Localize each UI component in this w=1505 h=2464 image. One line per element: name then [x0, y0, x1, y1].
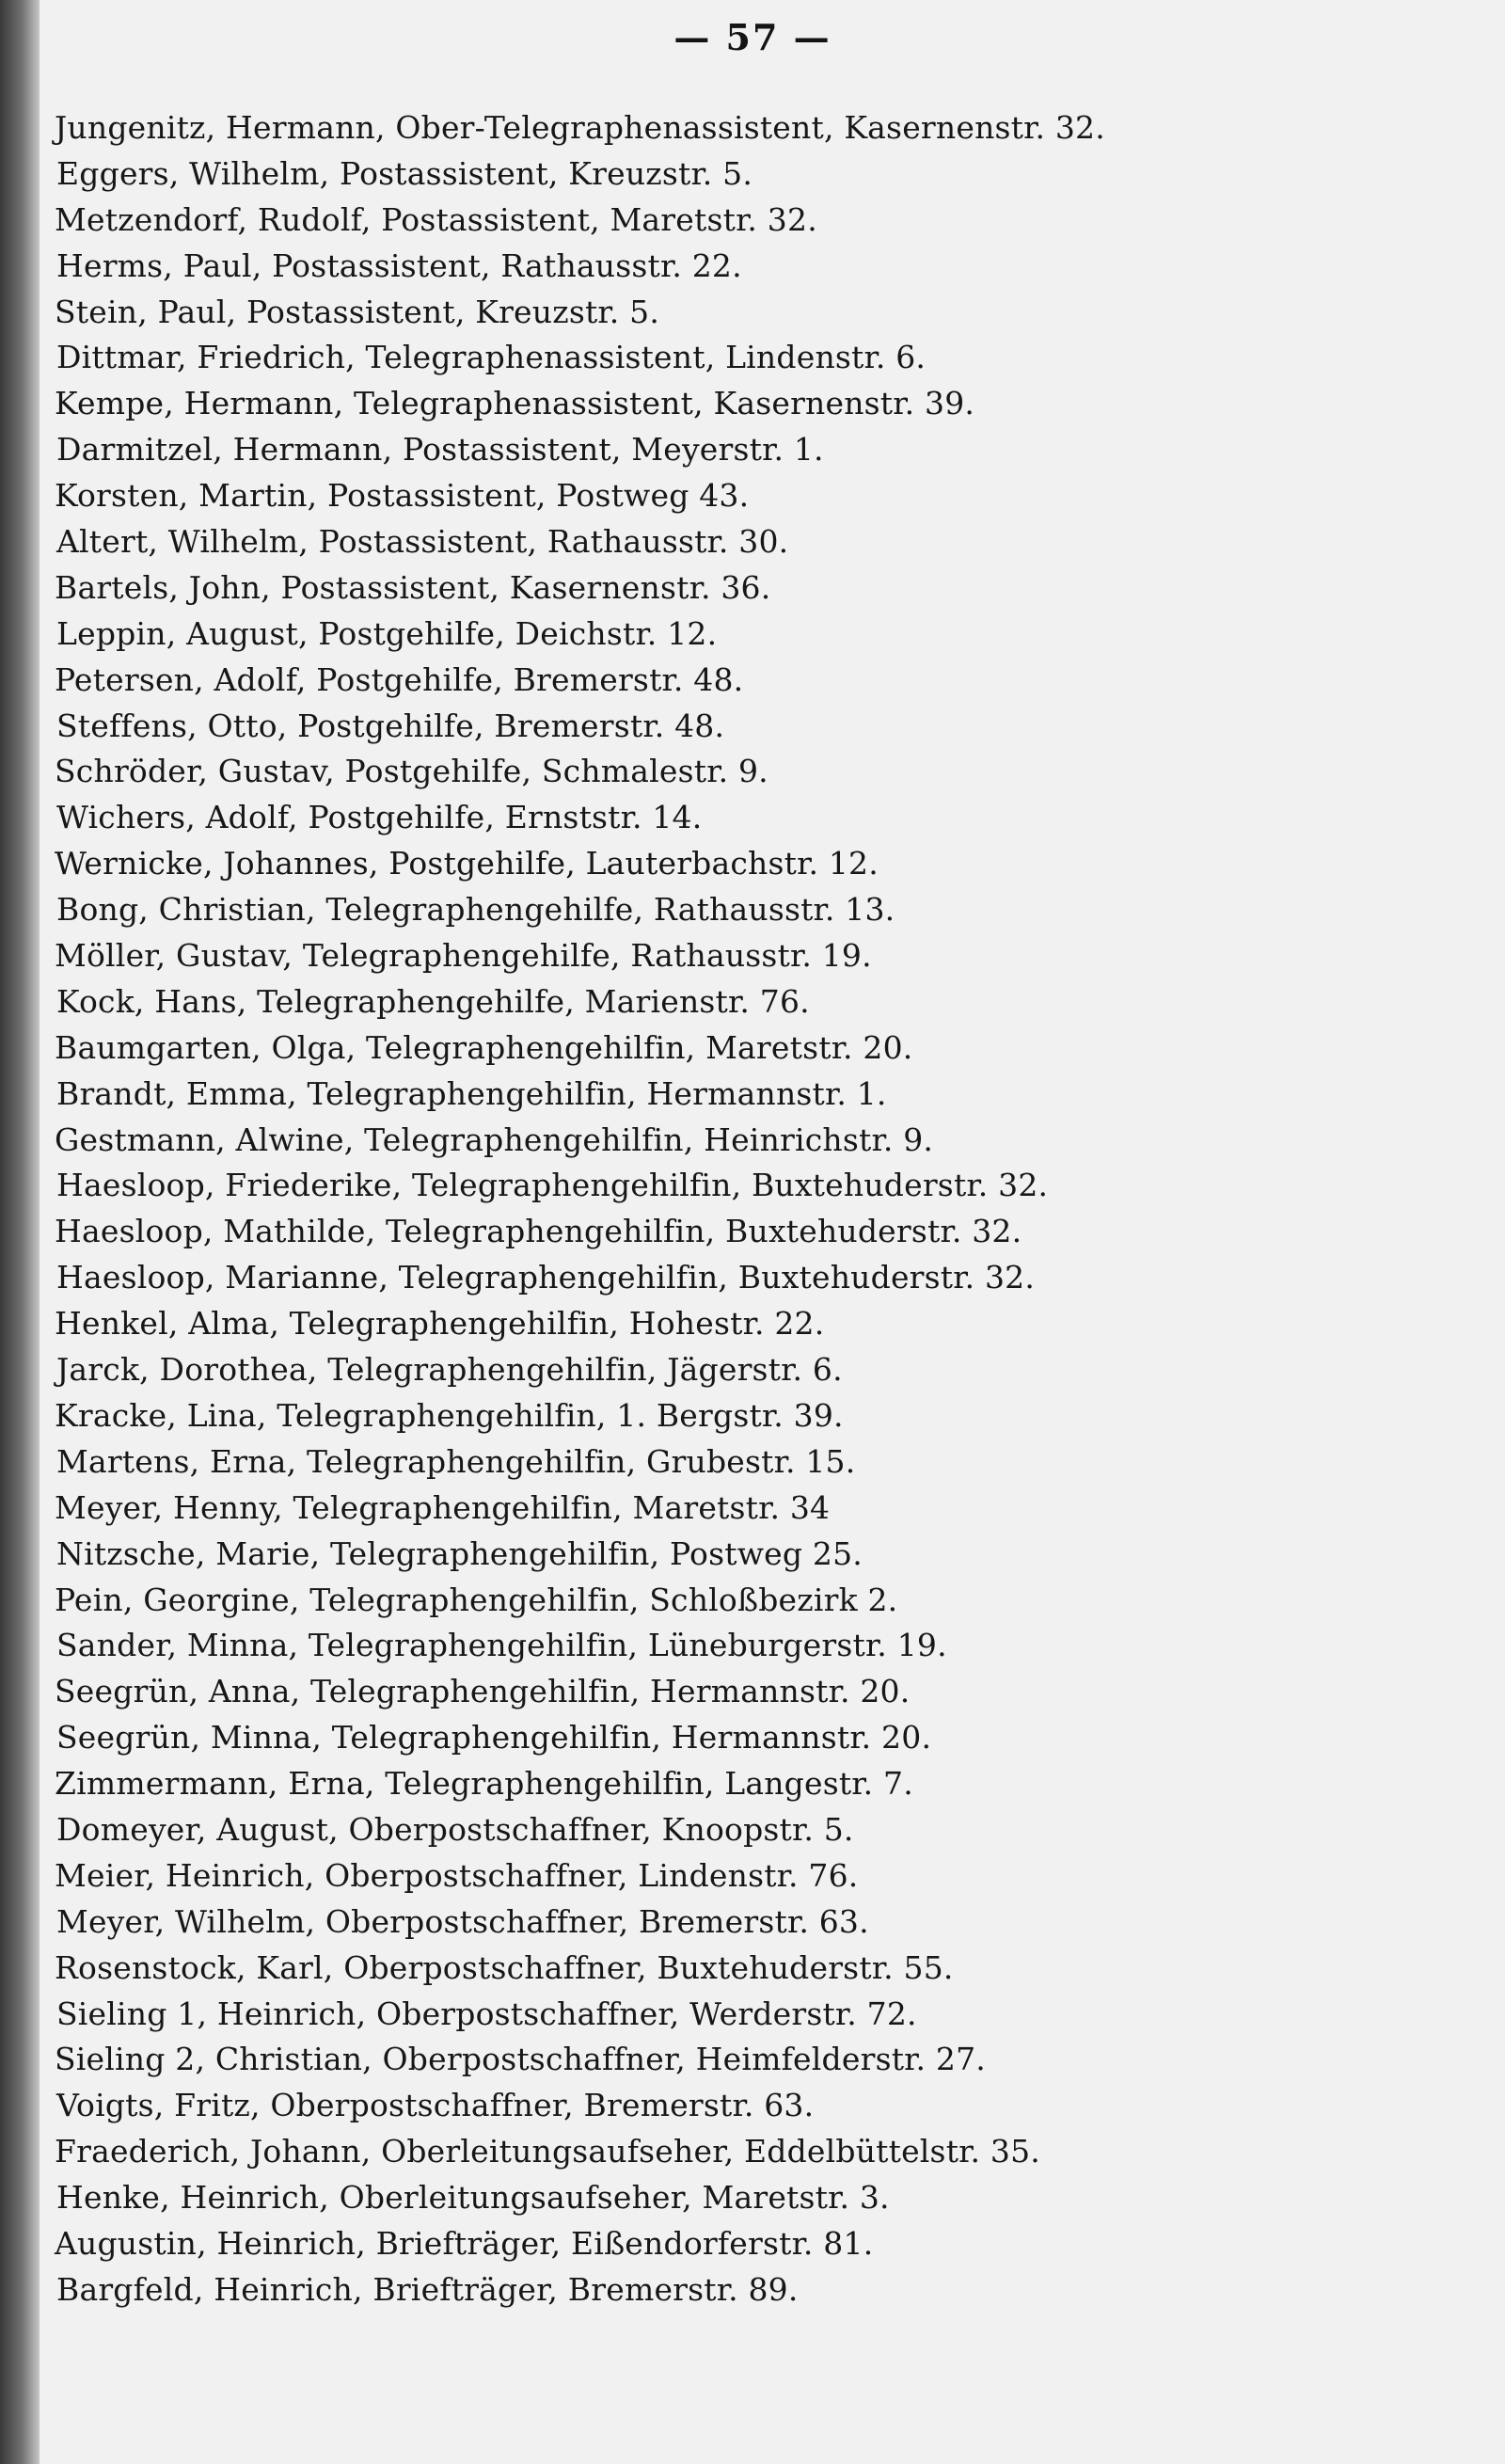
- directory-entry-16: Wichers, Adolf, Postgehilfe, Ernststr. 14.: [56, 799, 703, 836]
- directory-entry-10: Altert, Wilhelm, Postassistent, Rathausstr. 30.: [56, 523, 789, 561]
- directory-entry-28: Jarck, Dorothea, Telegraphengehilfin, Jägerstr. 6.: [56, 1351, 843, 1389]
- directory-entry-23: Gestmann, Alwine, Telegraphengehilfin, Heinrichstr. 9.: [55, 1121, 934, 1158]
- directory-entry-8: Darmitzel, Hermann, Postassistent, Meyerstr. 1.: [56, 431, 824, 469]
- directory-entry-4: Herms, Paul, Postassistent, Rathausstr. 22.: [56, 246, 742, 284]
- directory-entry-32: Nitzsche, Marie, Telegraphengehilfin, Postweg 25.: [56, 1534, 863, 1572]
- directory-entry-9: Korsten, Martin, Postassistent, Postweg 43.: [55, 477, 750, 515]
- directory-entry-43: Sieling 2, Christian, Oberpostschaffner, Heimfelderstr. 27.: [55, 2041, 986, 2078]
- directory-entry-18: Bong, Christian, Telegraphengehilfe, Rathausstr. 13.: [56, 891, 895, 929]
- directory-entry-15: Schröder, Gustav, Postgehilfe, Schmalestr. 9.: [55, 753, 768, 790]
- directory-entry-34: Sander, Minna, Telegraphengehilfin, Lüneburgerstr. 19.: [56, 1627, 947, 1664]
- directory-entry-20: Kock, Hans, Telegraphengehilfe, Marienstr. 76.: [56, 982, 810, 1020]
- directory-entry-24: Haesloop, Friederike, Telegraphengehilfin, Buxtehuderstr. 32.: [56, 1167, 1049, 1204]
- directory-entry-40: Meyer, Wilhelm, Oberpostschaffner, Bremerstr. 63.: [56, 1902, 869, 1940]
- directory-entry-22: Brandt, Emma, Telegraphengehilfin, Hermannstr. 1.: [56, 1074, 887, 1112]
- directory-entry-31: Meyer, Henny, Telegraphengehilfin, Maretstr. 34: [55, 1488, 831, 1526]
- directory-entry-3: Metzendorf, Rudolf, Postassistent, Maretstr. 32.: [55, 200, 817, 238]
- directory-entry-30: Martens, Erna, Telegraphengehilfin, Grubestr. 15.: [56, 1442, 856, 1480]
- directory-entry-46: Henke, Heinrich, Oberleitungsaufseher, Maretstr. 3.: [56, 2179, 890, 2217]
- directory-entry-29: Kracke, Lina, Telegraphengehilfin, 1. Bergstr. 39.: [55, 1396, 844, 1434]
- scanned-left-edge: [0, 0, 40, 2464]
- directory-entry-39: Meier, Heinrich, Oberpostschaffner, Lindenstr. 76.: [55, 1856, 859, 1894]
- directory-entry-25: Haesloop, Mathilde, Telegraphengehilfin, Buxtehuderstr. 32.: [55, 1213, 1022, 1250]
- directory-entry-38: Domeyer, August, Oberpostschaffner, Knoopstr. 5.: [56, 1810, 854, 1848]
- directory-entry-14: Steffens, Otto, Postgehilfe, Bremerstr. 48.: [56, 707, 725, 744]
- directory-entry-6: Dittmar, Friedrich, Telegraphenassistent, Lindenstr. 6.: [56, 339, 927, 376]
- directory-entry-37: Zimmermann, Erna, Telegraphengehilfin, Langestr. 7.: [55, 1765, 913, 1803]
- directory-entry-19: Möller, Gustav, Telegraphengehilfe, Rathausstr. 19.: [55, 937, 872, 975]
- directory-entry-26: Haesloop, Marianne, Telegraphengehilfin, Buxtehuderstr. 32.: [56, 1259, 1036, 1296]
- directory-entry-17: Wernicke, Johannes, Postgehilfe, Lauterbachstr. 12.: [55, 845, 879, 882]
- directory-entry-13: Petersen, Adolf, Postgehilfe, Bremerstr. 48.: [55, 660, 744, 698]
- directory-entry-7: Kempe, Hermann, Telegraphenassistent, Kasernenstr. 39.: [55, 385, 975, 422]
- directory-entry-42: Sieling 1, Heinrich, Oberpostschaffner, Werderstr. 72.: [56, 1995, 917, 2032]
- directory-entry-2: Eggers, Wilhelm, Postassistent, Kreuzstr. 5.: [56, 154, 753, 192]
- directory-entry-48: Bargfeld, Heinrich, Briefträger, Bremerstr. 89.: [56, 2270, 799, 2308]
- directory-entry-11: Bartels, John, Postassistent, Kasernenstr. 36.: [55, 568, 771, 606]
- directory-entry-12: Leppin, August, Postgehilfe, Deichstr. 12.: [56, 614, 718, 652]
- directory-entry-21: Baumgarten, Olga, Telegraphengehilfin, Maretstr. 20.: [55, 1028, 913, 1066]
- directory-entry-35: Seegrün, Anna, Telegraphengehilfin, Hermannstr. 20.: [55, 1673, 911, 1710]
- directory-entry-36: Seegrün, Minna, Telegraphengehilfin, Hermannstr. 20.: [56, 1719, 932, 1757]
- directory-entry-41: Rosenstock, Karl, Oberpostschaffner, Buxtehuderstr. 55.: [55, 1948, 954, 1986]
- directory-entry-33: Pein, Georgine, Telegraphengehilfin, Schloßbezirk 2.: [55, 1581, 898, 1618]
- directory-list: [55, 105, 1315, 2313]
- directory-entry-1: Jungenitz, Hermann, Ober-Telegraphenassistent, Kasernenstr. 32.: [55, 109, 1105, 146]
- directory-entry-5: Stein, Paul, Postassistent, Kreuzstr. 5.: [55, 293, 660, 330]
- directory-entry-45: Fraederich, Johann, Oberleitungsaufseher, Eddelbüttelstr. 35.: [55, 2133, 1040, 2170]
- directory-entry-47: Augustin, Heinrich, Briefträger, Eißendorferstr. 81.: [55, 2224, 874, 2262]
- directory-entry-44: Voigts, Fritz, Oberpostschaffner, Bremerstr. 63.: [56, 2087, 815, 2124]
- directory-entry-27: Henkel, Alma, Telegraphengehilfin, Hohestr. 22.: [55, 1305, 825, 1343]
- page-number: — 57 —: [673, 16, 832, 58]
